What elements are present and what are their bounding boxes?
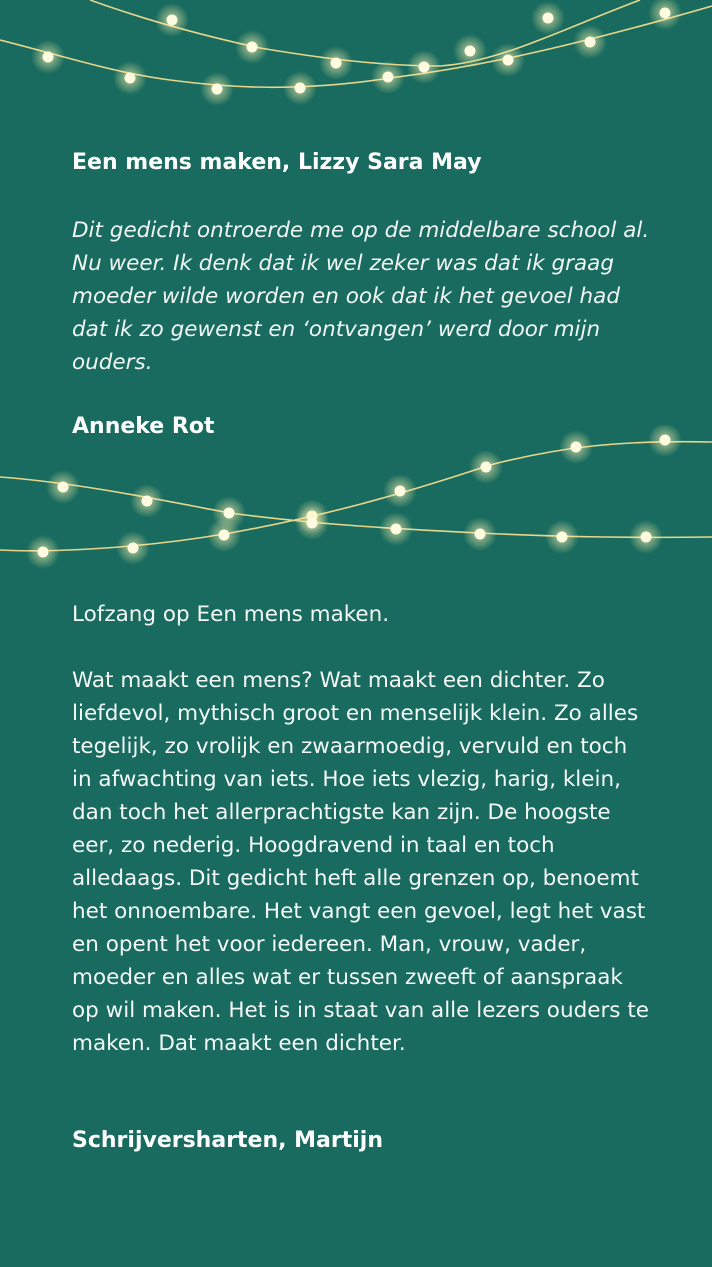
bulb-icon [125,73,136,84]
bulb-glow [383,474,417,508]
bulb-glow [463,517,497,551]
bulb-icon [142,496,153,507]
bulb-glow [545,520,579,554]
bulb-icon [465,46,476,57]
review-one-body [72,214,652,379]
bulb-glow [648,425,682,457]
bulb-icon [383,72,394,83]
review-two-title [72,598,652,631]
bulb-glow [648,0,682,30]
bulb-icon [419,62,430,73]
bulb-glow [629,520,663,554]
bulb-glow [200,72,234,106]
bulb-icon [641,532,652,543]
bulb-icon [224,508,235,519]
bulb-icon [307,518,318,529]
poem-title: Een mens maken, Lizzy Sara May [72,150,482,175]
bulb-glow [46,470,80,504]
bulb-icon [391,524,402,535]
bulb-glow [283,71,317,105]
bulb-glow [407,50,441,84]
review-two-author [72,1126,652,1156]
bulb-icon [557,532,568,543]
lofzang-body: Wat maakt een mens? Wat maakt een dichter. Zo liefdevol, mythisch groot en menselijk klein. Zo alles tegelijk, zo vrolijk en zwaarmoedig, vervuld en toch in afwachting van iets. Hoe iets vlezig, harig, klein, dan toch het allerprachtigste kan zijn. De hoogste eer, zo nederig. Hoogdravend in taal en toch alledaags. Dit gedicht heft alle grenzen op, benoemt het onnoembare. Het vangt een gevoel, legt het vast en opent het voor iedereen. Man, vrouw, vader, moeder en alles wat er tussen zweeft of aanspraak op wil maken. Het is in staat van alle lezers ouders te maken. Dat maakt een dichter. [72,668,649,1056]
review-one [72,148,652,178]
bulb-icon [331,58,342,69]
bulb-glow [207,518,241,552]
bulb-icon [295,83,306,94]
bulb-icon [212,84,223,95]
lofzang-title: Lofzang op Een mens maken. [72,602,390,627]
light-string [0,6,712,87]
bulb-icon [660,435,671,446]
bulb-glow [26,535,60,569]
bulb-icon [395,486,406,497]
bulb-icon [58,482,69,493]
bulb-glow [155,3,189,37]
light-string [0,442,712,551]
bulb-glow [491,43,525,77]
bulb-glow [531,1,565,35]
review-author: Anneke Rot [72,414,215,439]
bulb-glow [371,60,405,94]
bulb-icon [585,37,596,48]
bulb-glow [379,512,413,546]
bulb-icon [307,511,318,522]
bulb-icon [219,530,230,541]
review-quote: Dit gedicht ontroerde me op de middelbare school al. Nu weer. Ik denk dat ik wel zeker was dat ik graag moeder wilde worden en ook dat ik het gevoel had dat ik zo gewenst en ‘ontvangen’ werd door mijn ouders. [72,218,650,375]
bulb-glow [113,61,147,95]
bulb-icon [571,442,582,453]
bulb-glow [130,484,164,518]
bulb-icon [38,547,49,558]
bulb-glow [469,450,503,484]
bulb-icon [503,55,514,66]
bulb-glow [453,34,487,68]
bulb-glow [573,25,607,59]
bulb-icon [43,52,54,63]
light-string [90,0,640,66]
string-lights-icon [0,0,712,110]
bulb-icon [660,8,671,19]
bulb-glow [295,506,329,540]
bulb-icon [167,15,178,26]
review-one-author [72,412,652,442]
bulb-glow [235,30,269,64]
string-lights-icon [0,425,712,570]
review-two-body [72,664,652,1060]
bulb-icon [128,543,139,554]
bulb-glow [212,496,246,530]
bulb-icon [247,42,258,53]
bulb-glow [295,499,329,533]
lofzang-author: Schrijversharten, Martijn [72,1128,384,1153]
bulb-glow [319,46,353,80]
bulb-glow [116,531,150,565]
bulb-icon [475,529,486,540]
bulb-icon [543,13,554,24]
light-string [0,477,712,537]
bulb-icon [481,462,492,473]
bulb-glow [31,40,65,74]
